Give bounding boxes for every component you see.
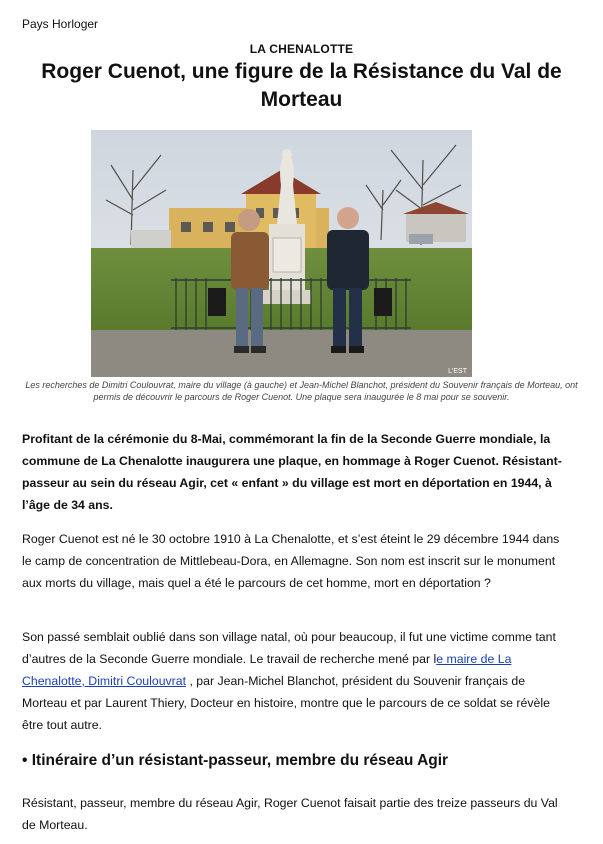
paragraph-text: , par Jean-Michel Blanchot, président du Souvenir français de Morteau et par Laurent Thiery, Docteur en histoire, montre que le parcours de ce soldat se révèle être tout autre. (22, 674, 550, 732)
article-kicker: LA CHENALOTTE (249, 42, 354, 56)
article-paragraph: Roger Cuenot est né le 30 octobre 1910 à La Chenalotte, et s’est éteint le 29 décembre 1944 dans le camp de concentration de Mittlebeau-Dora, en Allemagne. Son nom est inscrit sur le monument aux morts du village, mais quel a été le parcours de cet homme, mort en déportation ? (22, 532, 560, 590)
paragraph-text: Son passé semblait oublié dans son village natal, où pour beaucoup, il fut une victime comme tant d’autres de la Seconde Guerre mondiale. Le travail de recherche mené par l (22, 630, 556, 666)
article-photo[interactable] (91, 130, 472, 377)
article-title: Roger Cuenot, une figure de la Résistance du Val de Morteau (41, 60, 562, 111)
section-name[interactable]: Pays Horloger (22, 17, 99, 31)
article-paragraph: Résistant, passeur, membre du réseau Agir, Roger Cuenot faisait partie des treize passeurs du Val de Morteau. (22, 796, 558, 832)
article-lead: Profitant de la cérémonie du 8-Mai, commémorant la fin de la Seconde Guerre mondiale, la commune de La Chenalotte inaugurera une plaque, en hommage à Roger Cuenot. Résistant-passeur au sein du réseau Agir, cet « enfant » du village est mort en déportation en 1944, à l’âge de 34 ans. (22, 432, 562, 512)
article-subheading: • Itinéraire d’un résistant-passeur, membre du réseau Agir (22, 752, 449, 769)
photo-credit: L'EST (448, 368, 467, 375)
article-paragraph (22, 626, 562, 736)
photo-caption: Les recherches de Dimitri Coulouvrat, maire du village (à gauche) et Jean-Michel Blanchot, président du Souvenir français de Morteau, ont permis de découvrir le parcours de Roger Cuenot. Une plaque sera inaugurée le 8 mai pour se souvenir. (25, 380, 578, 402)
mayor-link[interactable]: e maire de La Chenalotte, Dimitri Coulouvrat (22, 652, 512, 688)
